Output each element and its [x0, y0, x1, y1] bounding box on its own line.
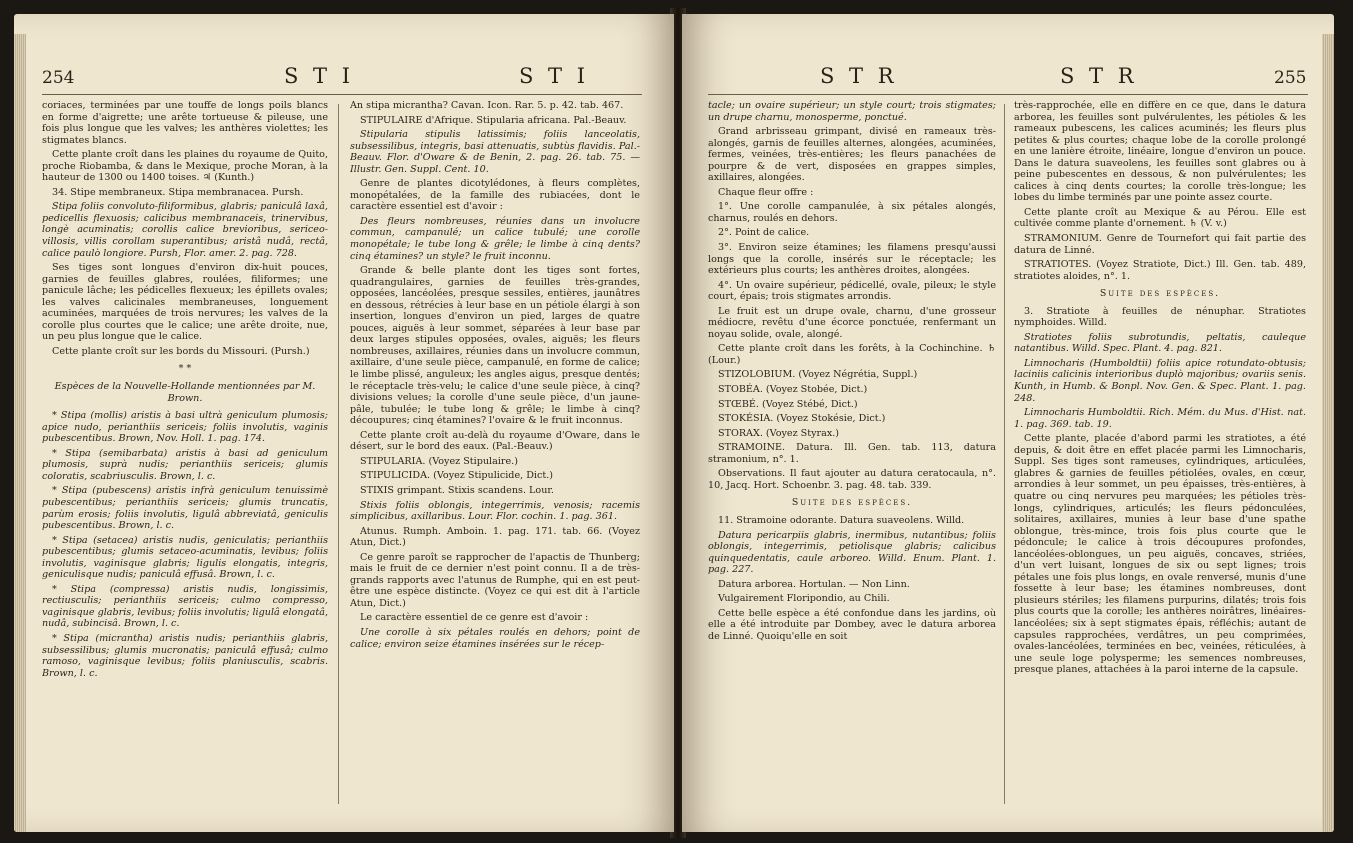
paragraph: Cette plante croît au-delà du royaume d'Oware, dans le désert, sur le bord des eaux. (Pal.-Beauv.)	[350, 429, 640, 453]
latin-description: Stipularia stipulis latissimis; foliis lanceolatis, subsessilibus, integris, basi attenuatis, subtùs flavidis. Pal.-Beauv. Flor. d'Oware & de Benin, 2. pag. 26. tab. 75. — Illustr. Gen. Suppl. Cent. 10.	[350, 129, 640, 175]
cross-reference: STŒBÉ. (Voyez Stébé, Dict.)	[718, 398, 858, 410]
latin-description: Stipa foliis convoluto-filiformibus, glabris; paniculâ laxâ, pedicellis flexuosis; calicibus membranaceis, trinervibus, longè acuminatis; corollis calice brevioribus, sericeo-villosis, villis corollam superantibus; aristâ nudâ, rectâ, calice paulò longiore. Pursh, Flor. amer. 2. pag. 728.	[42, 201, 328, 259]
paragraph: Grand arbrisseau grimpant, divisé en rameaux très-alongés, garnis de feuilles alternes, alongées, acuminées, fermes, veinées, très-entières; les fleurs panachées de pourpre & de vert, disposées en grappes simples, axillaires, alongées.	[708, 126, 996, 184]
species-heading: 34. Stipe membraneux. Stipa membranacea. Pursh.	[52, 186, 304, 198]
paragraph: Cette plante croît au Mexique & au Pérou. Elle est cultivée comme plante d'ornement. ♄ (V. v.)	[1014, 206, 1306, 230]
column-divider-right	[1004, 104, 1005, 804]
paragraph: Ce genre paroît se rapprocher de l'apactis de Thunberg; mais le fruit de ce dernier n'est point connu. Il a de très-grands rapports avec l'atunus de Rumphe, qui en est peut-être une espèce distincte. (Voyez ce qui est dit à l'article Atun, Dict.)	[350, 551, 640, 609]
running-head-left-col2: S T I	[519, 64, 590, 88]
latin-description: Stixis foliis oblongis, integerrimis, venosis; racemis simplicibus, axillaribus. Lour. Flor. cochin. 1. pag. 361.	[350, 499, 640, 523]
header-rule-right	[708, 94, 1308, 95]
paragraph: 1°. Une corolle campanulée, à six pétales alongés, charnus, roulés en dehors.	[708, 201, 996, 224]
paragraph: Datura arborea. Hortulan. — Non Linn.	[718, 578, 910, 590]
running-head-right: S T R	[820, 64, 898, 88]
paragraph: Cette belle espèce a été confondue dans les jardins, où elle a été introduite par Dombey, avec le datura arborea de Linné. Quoiqu'elle en soit	[708, 607, 996, 642]
paragraph: coriaces, terminées par une touffe de longs poils blancs en forme d'aigrette; une arête tortueuse & pileuse, une fois plus longue que les valves; les anthères violettes; les stigmates blancs.	[42, 100, 328, 146]
paragraph: Le fruit est un drupe ovale, charnu, d'une grosseur médiocre, revêtu d'une écorce ponctuée, renfermant un noyau solide, ovale, alongé.	[708, 305, 996, 340]
latin-description: Datura pericarpiis glabris, inermibus, nutantibus; foliis oblongis, integerrimis, petiolisque glabris; calicibus quinquedentatis, caule arboreo. Willd. Enum. Plant. 1. pag. 227.	[708, 529, 996, 576]
left-column-1	[42, 100, 328, 820]
left-column-2	[350, 100, 640, 820]
species-entry: * Stipa (setacea) aristis nudis, geniculatis; perianthiis pubescentibus; glumis setaceo-acuminatis, levibus; foliis involutis, vaginisque glabris; ligulis elongatis, integris, geniculisque nudis; paniculâ effusâ. Brown, l. c.	[42, 534, 328, 581]
genus-heading: STRATIOTES. (Voyez Stratiote, Dict.) Ill. Gen. tab. 489, stratiotes aloides, n°. 1.	[1014, 259, 1306, 282]
paragraph: Cette plante croît dans les plaines du royaume de Quito, proche Riobamba, & dans le Mexique, proche Moran, à la hauteur de 1300 ou 1400 toises. ♃ (Kunth.)	[42, 149, 328, 184]
species-entry: * Stipa (pubescens) aristis infrà geniculum tenuissimè pubescentibus; perianthiis sericeis; glumis truncatis, parùm erosis; foliis involutis, ligulâ abbreviatâ, geniculis pubescentibus. Brown, l. c.	[42, 485, 328, 532]
genus-heading: STIPULAIRE d'Afrique. Stipularia africana. Pal.-Beauv.	[360, 114, 627, 126]
paragraph: très-rapprochée, elle en diffère en ce que, dans le datura arborea, les feuilles sont pulvérulentes, les pétioles & les rameaux pubescens, les calices acuminés; les fleurs plus petites & plus courtes; chaque lobe de la corolle prolongé en une lanière étroite, linéaire, longue d'environ un pouce. Dans le datura suaveolens, les feuilles sont glabres ou à peine pubescentes en dessous, & non pulvérulentes; les calices à cinq dents courtes; la corolle très-longue; les lobes du limbe terminés par une pointe assez courte.	[1014, 100, 1306, 204]
cross-reference: STOBÉA. (Voyez Stobée, Dict.)	[718, 384, 868, 396]
paragraph: An stipa micrantha? Cavan. Icon. Rar. 5. p. 42. tab. 467.	[350, 100, 624, 111]
species-entry: * Stipa (micrantha) aristis nudis; perianthiis glabris, subsessilibus; glumis mucronatis; paniculâ effusâ; culmo ramoso, vaginisque levibus; foliis planiusculis, scabris. Brown, l. c.	[42, 632, 328, 679]
cross-reference: STIPULARIA. (Voyez Stipulaire.)	[360, 455, 518, 467]
section-title: Espèces de la Nouvelle-Hollande mentionnées par M. Brown.	[54, 381, 316, 404]
essential-character: Des fleurs nombreuses, réunies dans un involucre commun, campanulé; un calice tubulé; une corolle monopétale; le tube long & grêle; le limbe à cinq dents? cinq étamines? un style? le fruit inconnu.	[350, 215, 640, 262]
cross-reference: STIPULICIDA. (Voyez Stipulicide, Dict.)	[360, 470, 554, 482]
latin-description: Limnocharis (Humboldtii) foliis apice rotundato-obtusis; laciniis calicinis interioribus duplò majoribus; ovariis senis. Kunth, in Humb. & Bonpl. Nov. Gen. & Spec. Plant. 1. pag. 248.	[1014, 357, 1306, 404]
page-edge-left	[14, 34, 26, 832]
right-column-2	[1014, 100, 1306, 820]
paragraph: Ses tiges sont longues d'environ dix-huit pouces, garnies de feuilles glabres, roulées, filiformes; une panicule lâche; les pédicelles flexueux; les épillets ovales; les valves calicinales membraneuses, longuement acuminées, marquées de trois nervures; les valves de la corolle plus courtes que le calice; une arête droite, nue, un peu plus longue que le calice.	[42, 262, 328, 343]
species-entry: * Stipa (compressa) aristis nudis, longissimis, rectiusculis; perianthiis sericeis; culmo compresso, vaginisque glabris, levibus; foliis involutis; ligulâ elongatâ, nudâ, subincisâ. Brown, l. c.	[42, 583, 328, 630]
paragraph: 2°. Point de calice.	[718, 227, 810, 239]
paragraph: Vulgairement Floripondio, au Chili.	[718, 593, 890, 605]
section-title: Suite des espèces.	[791, 497, 913, 509]
latin-description: Limnocharis Humboldtii. Rich. Mém. du Mus. d'Hist. nat. 1. pag. 369. tab. 19.	[1014, 407, 1306, 430]
cross-reference: STOKÉSIA. (Voyez Stokésie, Dict.)	[718, 413, 886, 425]
cross-reference: STIZOLOBIUM. (Voyez Négrétia, Suppl.)	[718, 369, 918, 381]
cross-reference: STORAX. (Voyez Styrax.)	[718, 427, 840, 439]
paragraph: Atunus. Rumph. Amboin. 1. pag. 171. tab. 66. (Voyez Atun, Dict.)	[350, 525, 640, 549]
right-page	[682, 14, 1334, 832]
genus-heading: STIXIS grimpant. Stixis scandens. Lour.	[360, 484, 554, 496]
genus-heading: STRAMONIUM. Genre de Tournefort qui fait partie des datura de Linné.	[1014, 233, 1306, 256]
page-number-left: 254	[42, 68, 75, 88]
species-heading: 11. Stramoine odorante. Datura suaveolens. Willd.	[718, 514, 965, 526]
paragraph: Cette plante croît dans les forêts, à la Cochinchine. ♄ (Lour.)	[708, 343, 996, 366]
running-head-right-col2: S T R	[1060, 64, 1138, 88]
latin-description: Stratiotes foliis subrotundis, peltatis, cauleque natantibus. Willd. Spec. Plant. 4. pag. 821.	[1014, 331, 1306, 355]
paragraph: Le caractère essentiel de ce genre est d'avoir :	[360, 612, 589, 624]
species-heading: 3. Stratiote à feuilles de nénuphar. Stratiotes nymphoides. Willd.	[1014, 305, 1306, 329]
paragraph: Cette plante croît sur les bords du Missouri. (Pursh.)	[52, 345, 310, 357]
species-entry: * Stipa (semibarbata) aristis à basi ad geniculum plumosis, suprà nudis; perianthiis sericeis; glumis coloratis, scabriusculis. Brown, l. c.	[42, 447, 328, 482]
paragraph: Chaque fleur offre :	[718, 186, 814, 198]
section-title: Suite des espèces.	[1099, 288, 1221, 300]
paragraph: 3°. Environ seize étamines; les filamens presqu'aussi longs que la corolle, insérés sur le réceptacle; les extérieurs plus courts; les anthères droites, alongées.	[708, 242, 996, 277]
paragraph: 4°. Un ovaire supérieur, pédicellé, ovale, pileux; le style court, épais; trois stigmates arrondis.	[708, 279, 996, 303]
page-edge-right	[1322, 34, 1334, 832]
page-number-right: 255	[1274, 68, 1307, 88]
separator-stars: * *	[178, 363, 192, 375]
running-head-left: S T I	[284, 64, 355, 88]
paragraph: Observations. Il faut ajouter au datura ceratocaula, n°. 10, Jacq. Hort. Schoenbr. 3. pag. 48. tab. 339.	[708, 468, 996, 491]
right-column-1	[708, 100, 996, 820]
paragraph: Genre de plantes dicotylédones, à fleurs complètes, monopétalées, de la famille des rubiacées, dont le caractère essentiel est d'avoir :	[350, 178, 640, 213]
species-entry: * Stipa (mollis) aristis à basi ultrà geniculum plumosis; apice nudo, perianthiis sericeis; foliis involutis, vaginis pubescentibus. Brown, Nov. Holl. 1. pag. 174.	[42, 410, 328, 445]
left-page	[14, 14, 674, 832]
header-rule-left	[42, 94, 642, 95]
genus-heading: STRAMOINE. Datura. Ill. Gen. tab. 113, datura stramonium, n°. 1.	[708, 442, 996, 465]
paragraph: Grande & belle plante dont les tiges sont fortes, quadrangulaires, garnies de feuilles très-grandes, opposées, lancéolées, presque sessiles, entières, jaunâtres en dessous, rétrécies à leur base en un pétiole élargi à son insertion, longues d'environ un pied, larges de quatre pouces, aiguës à leur sommet, séparées à leur base par deux larges stipules opposées, ovales, aiguës; les fleurs nombreuses, axillaires, réunies dans un involucre commun, axillaire, d'une seule pièce, campanulé, en forme de calice; le limbe plissé, anguleux; les angles aigus, presque dentés; le réceptacle très-velu; le calice d'une seule pièce, à cinq? divisions velues; la corolle d'une seule pièce, d'un jaune-pâle, tubulée; le tube long & grêle; le limbe à cinq? découpures; cinq étamines? l'ovaire & le fruit inconnus.	[350, 265, 640, 427]
essential-character: Une corolle à six pétales roulés en dehors; point de calice; environ seize étamines insérées sur le récep-	[350, 626, 640, 650]
column-divider-left	[338, 104, 339, 804]
essential-character: tacle; un ovaire supérieur; un style court; trois stigmates; un drupe charnu, monosperme, ponctué.	[708, 100, 996, 123]
paragraph: Cette plante, placée d'abord parmi les stratiotes, a été depuis, & doit être en effet placée parmi les Limnocharis, Suppl. Ses tiges sont rameuses, cylindriques, articulées, glabres & garnies de feuilles pétiolées, ovales, en cœur, arrondies à leur sommet, un peu épaisses, très-entières, à quatre ou cinq nervures peu marquées; les pétioles très-longs, cylindriques, articulés; les fleurs pédonculées, solitaires, axillaires, munies à leur base d'une spathe oblongue, très-mince, trois fois plus courte que le pédoncule; le calice à trois découpures profondes, lancéolées-oblongues, un peu aiguës, concaves, striées, d'un vert luisant, longues de six ou sept lignes; trois pétales une fois plus longs, en ovale renversé, munis d'une fossette à leur base; les étamines nombreuses, dont plusieurs stériles; les filamens purpurins, dilatés; trois fois plus courts que la corolle; les anthères noirâtres, linéaires-lancéolées; six à sept stigmates épais, réfléchis; autant de capsules rapprochées, verdâtres, un peu comprimées, ovales-lancéolées, terminées en bec, veinées, réticulées, à une seule loge polysperme; les semences nombreuses, presque planes, attachées à la paroi interne de la capsule.	[1014, 433, 1306, 676]
